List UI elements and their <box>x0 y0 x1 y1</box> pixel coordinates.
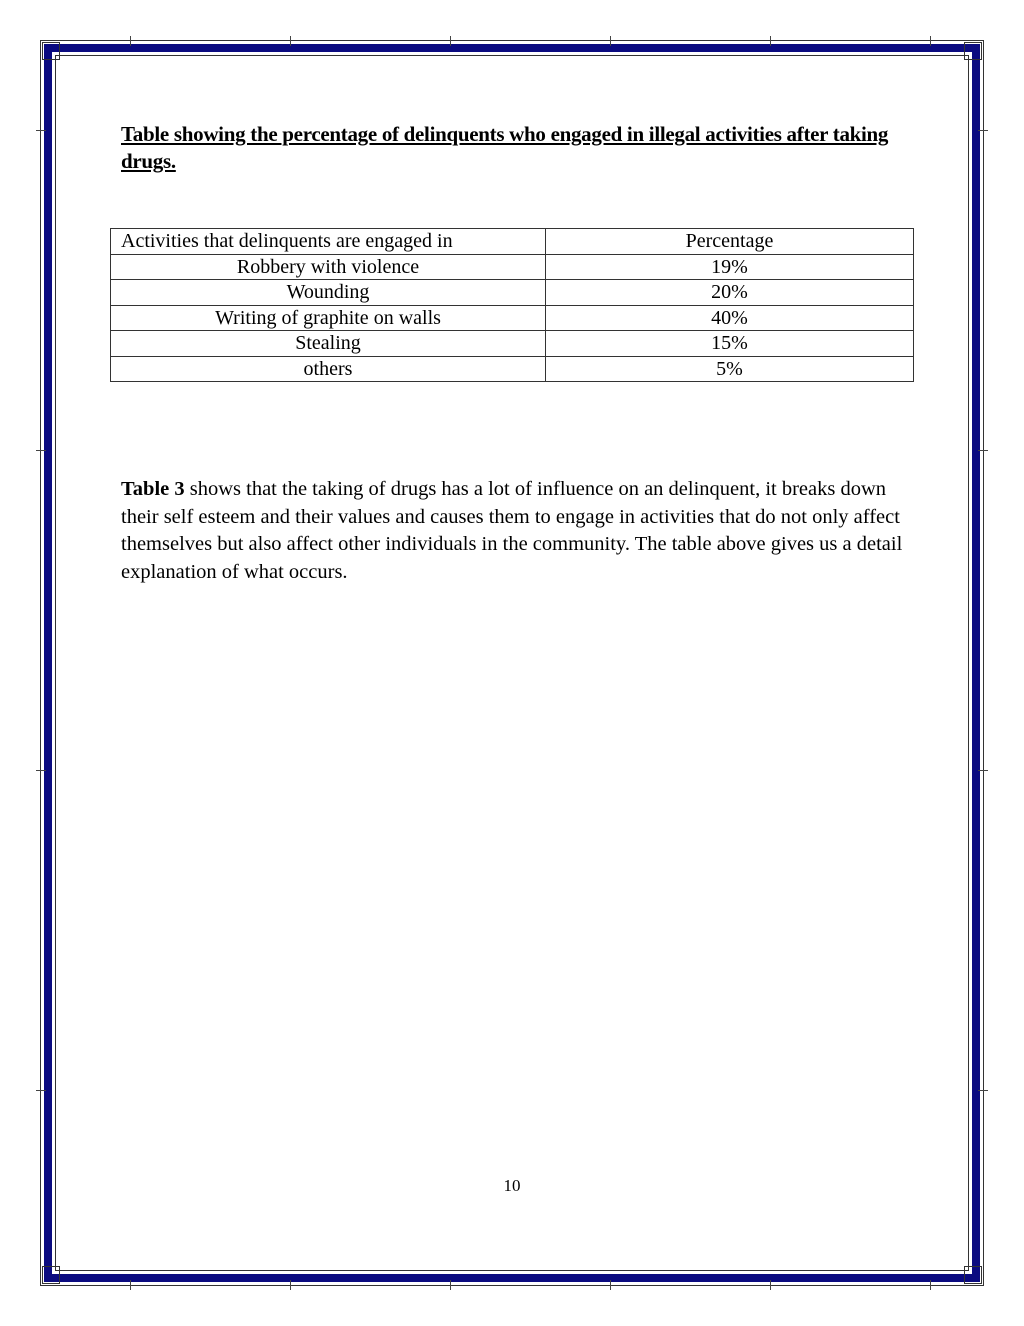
border-tick <box>770 36 771 46</box>
border-corner <box>42 42 60 60</box>
border-tick <box>930 36 931 46</box>
border-tick <box>36 1090 46 1091</box>
border-tick <box>978 770 988 771</box>
border-tick <box>978 450 988 451</box>
border-tick <box>930 1280 931 1290</box>
border-tick <box>36 130 46 131</box>
border-tick <box>770 1280 771 1290</box>
percentage-cell: 5% <box>546 356 914 382</box>
header-percentage: Percentage <box>546 229 914 255</box>
border-corner <box>42 1266 60 1284</box>
border-tick <box>290 1280 291 1290</box>
header-activity: Activities that delinquents are engaged in <box>111 229 546 255</box>
activity-cell: Writing of graphite on walls <box>111 305 546 331</box>
table-heading: Table showing the percentage of delinquents who engaged in illegal activities after taking drugs. <box>121 122 889 173</box>
activities-table <box>110 228 914 382</box>
table-row <box>111 254 914 280</box>
activity-cell: others <box>111 356 546 382</box>
border-tick <box>450 1280 451 1290</box>
table-header-row <box>111 229 914 255</box>
percentage-cell: 20% <box>546 280 914 306</box>
body-paragraph <box>121 476 911 586</box>
activity-cell: Robbery with violence <box>111 254 546 280</box>
percentage-cell: 40% <box>546 305 914 331</box>
border-tick <box>130 1280 131 1290</box>
activity-cell: Wounding <box>111 280 546 306</box>
percentage-cell: 19% <box>546 254 914 280</box>
border-corner <box>964 1266 982 1284</box>
border-tick <box>978 1090 988 1091</box>
border-tick <box>36 450 46 451</box>
border-tick <box>130 36 131 46</box>
table-row <box>111 331 914 357</box>
paragraph-text: shows that the taking of drugs has a lot of influence on an delinquent, it breaks down their self esteem and their values and causes them to engage in activities that do not only affect themselves but also affect other individuals in the community. The table above gives us a detail explanation of what occurs. <box>121 478 903 583</box>
percentage-cell: 15% <box>546 331 914 357</box>
table-row <box>111 356 914 382</box>
border-tick <box>610 1280 611 1290</box>
border-tick <box>450 36 451 46</box>
border-tick <box>610 36 611 46</box>
border-corner <box>964 42 982 60</box>
paragraph-lead: Table 3 <box>121 478 185 500</box>
page-number: 10 <box>503 1176 521 1195</box>
border-tick <box>290 36 291 46</box>
activity-cell: Stealing <box>111 331 546 357</box>
table-row <box>111 280 914 306</box>
border-tick <box>978 130 988 131</box>
table-row <box>111 305 914 331</box>
border-tick <box>36 770 46 771</box>
